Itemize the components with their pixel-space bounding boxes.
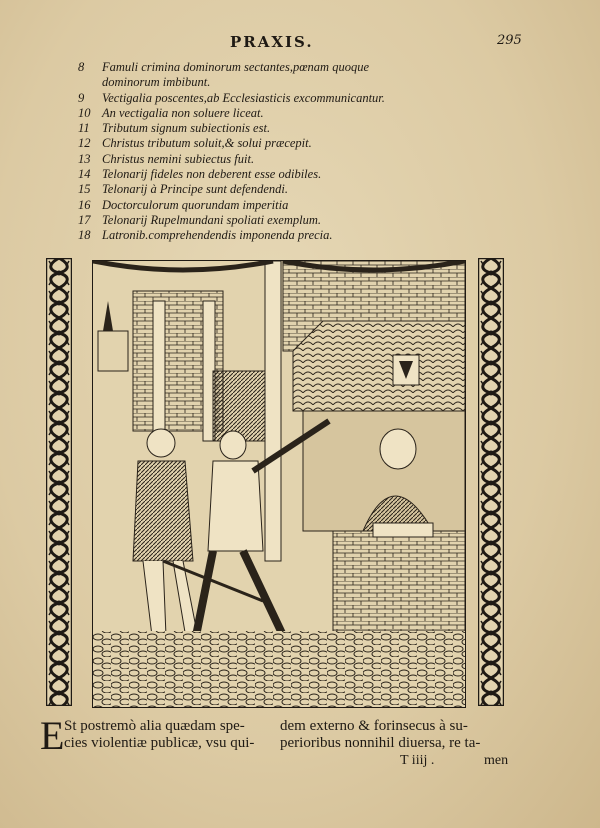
text-column-left [64,718,274,752]
summary-number: 12 [78,136,91,151]
summary-item [78,121,498,136]
summary-number: 10 [78,105,91,120]
summary-text: Telonarij Rupelmundani spoliati exemplum. [102,212,321,227]
drop-cap: E [40,713,65,758]
woodcut-scene [92,260,466,708]
summary-item [78,106,498,121]
summary-item [78,228,498,243]
summary-number: 17 [78,212,91,227]
text-line: cies violentiæ publicæ, vsu qui- [64,735,255,751]
summary-number: 16 [78,197,91,212]
summary-text: Latronib.comprehendendis imponenda precia. [102,228,333,243]
summary-item [78,213,498,228]
summary-item [78,136,498,151]
summary-text: Christus nemini subiectus fuit. [102,151,255,166]
summary-text-continued: dominorum imbibunt. [102,75,211,90]
summary-number: 9 [78,90,85,105]
marginal-summary-list [78,60,498,244]
summary-text: Vectigalia poscentes,ab Ecclesiasticis excommunicantur. [102,90,385,105]
summary-text: Christus tributum soluit,& solui præcepit. [102,136,312,151]
summary-text: Telonarij à Principe sunt defendendi. [102,182,288,197]
summary-text: Telonarij fideles non deberent esse odibiles. [102,167,322,182]
text-line: St postremò alia quædam spe- [64,718,245,734]
summary-number: 8 [78,60,85,74]
summary-item [78,91,498,106]
ornamental-border-left [46,258,72,706]
text-line: dem externo & forinsecus à su- [280,718,468,734]
text-column-right [280,718,512,752]
summary-item [78,152,498,167]
catchword: men [484,753,509,768]
ornamental-border-right [478,258,504,706]
running-head: PRAXIS. [230,33,314,51]
summary-item [78,60,498,91]
summary-text: Famuli crimina dominorum sectantes,pœnam quoque [102,60,369,74]
summary-item [78,167,498,182]
summary-text: Doctorculorum quorundam imperitia [102,197,289,212]
summary-number: 15 [78,182,91,197]
summary-text: An vectigalia non soluere liceat. [102,105,264,120]
signature-mark: T iiij . [400,753,435,768]
summary-number: 11 [78,121,90,136]
summary-number: 14 [78,167,91,182]
summary-text: Tributum signum subiectionis est. [102,121,271,136]
summary-number: 18 [78,228,91,243]
summary-item [78,198,498,213]
summary-item [78,182,498,197]
page-number: 295 [497,33,522,48]
summary-number: 13 [78,151,91,166]
woodcut-illustration-frame [46,256,510,708]
text-line: perioribus nonnihil diuersa, re ta- [280,735,481,751]
